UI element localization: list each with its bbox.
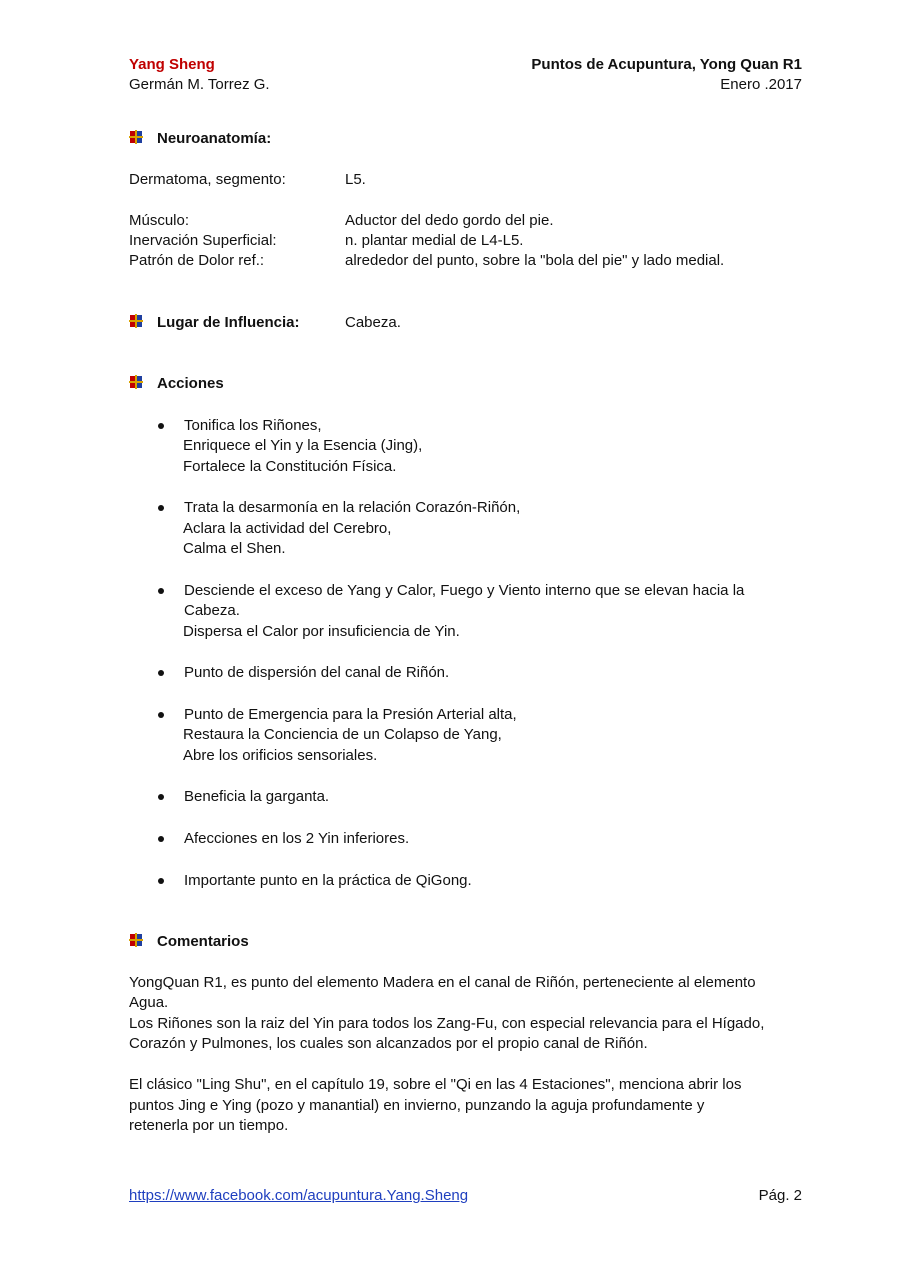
accion-line: Desciende el exceso de Yang y Calor, Fuego y Viento interno que se elevan hacia la (184, 582, 745, 599)
neuro-value: alrededor del punto, sobre la "bola del pie" y lado medial. (345, 252, 725, 269)
comentario-line: YongQuan R1, es punto del elemento Madera en el canal de Riñón, perteneciente al elemento (129, 974, 756, 991)
facebook-link[interactable]: https://www.facebook.com/acupuntura.Yang.Sheng (129, 1187, 469, 1204)
comentarios-heading: Comentarios (157, 933, 249, 950)
comentario-line: Los Riñones son la raiz del Yin para todos los Zang-Fu, con especial relevancia para el Hígado, (129, 1015, 765, 1032)
header-right-title: Puntos de Acupuntura, Yong Quan R1 (531, 56, 802, 73)
accion-line: Restaura la Conciencia de un Colapso de Yang, (183, 726, 502, 743)
bullet-icon (158, 670, 164, 676)
neuro-value: n. plantar medial de L4-L5. (345, 232, 524, 249)
accion-line: Tonifica los Riñones, (184, 417, 322, 434)
accion-line: Cabeza. (184, 602, 240, 619)
comentario-line: El clásico "Ling Shu", en el capítulo 19, sobre el "Qi en las 4 Estaciones", menciona abrir los (129, 1076, 742, 1093)
accion-line: Beneficia la garganta. (184, 788, 330, 805)
bullet-icon (158, 712, 164, 718)
accion-line: Abre los orificios sensoriales. (183, 747, 378, 764)
neuro-heading: Neuroanatomía: (157, 130, 272, 147)
header-author: Germán M. Torrez G. (129, 76, 270, 93)
accion-line: Punto de dispersión del canal de Riñón. (184, 664, 450, 681)
bullet-icon (158, 588, 164, 594)
bullet-icon (158, 878, 164, 884)
comentario-line: puntos Jing e Ying (pozo y manantial) en invierno, punzando la aguja profundamente y (129, 1097, 705, 1114)
header-left-title: Yang Sheng (129, 56, 215, 73)
acciones-heading: Acciones (157, 375, 224, 392)
comentario-line: Corazón y Pulmones, los cuales son alcanzados por el propio canal de Riñón. (129, 1035, 648, 1052)
neuro-label: Inervación Superficial: (129, 232, 277, 249)
header-date: Enero .2017 (720, 76, 802, 93)
bullet-icon (158, 505, 164, 511)
bullet-icon (158, 794, 164, 800)
section-marker-icon (129, 314, 143, 328)
accion-line: Enriquece el Yin y la Esencia (Jing), (183, 437, 423, 454)
accion-line: Trata la desarmonía en la relación Corazón-Riñón, (184, 499, 521, 516)
section-marker-icon (129, 375, 143, 389)
comentario-line: retenerla por un tiempo. (129, 1117, 289, 1134)
accion-line: Fortalece la Constitución Física. (183, 458, 397, 475)
accion-line: Punto de Emergencia para la Presión Arterial alta, (184, 706, 517, 723)
accion-line: Calma el Shen. (183, 540, 286, 557)
page-number: Pág. 2 (758, 1187, 802, 1204)
section-marker-icon (129, 130, 143, 144)
neuro-value: Aductor del dedo gordo del pie. (345, 212, 554, 229)
bullet-icon (158, 836, 164, 842)
influence-value: Cabeza. (345, 314, 401, 331)
comentario-line: Agua. (129, 994, 169, 1011)
neuro-label: Músculo: (129, 212, 190, 229)
accion-line: Aclara la actividad del Cerebro, (183, 520, 392, 537)
accion-line: Importante punto en la práctica de QiGong. (184, 872, 472, 889)
neuro-value: L5. (345, 171, 366, 188)
bullet-icon (158, 423, 164, 429)
section-marker-icon (129, 933, 143, 947)
accion-line: Afecciones en los 2 Yin inferiores. (184, 830, 410, 847)
influence-heading: Lugar de Influencia: (157, 314, 300, 331)
neuro-label: Patrón de Dolor ref.: (129, 252, 265, 269)
accion-line: Dispersa el Calor por insuficiencia de Yin. (183, 623, 460, 640)
neuro-label: Dermatoma, segmento: (129, 171, 286, 188)
